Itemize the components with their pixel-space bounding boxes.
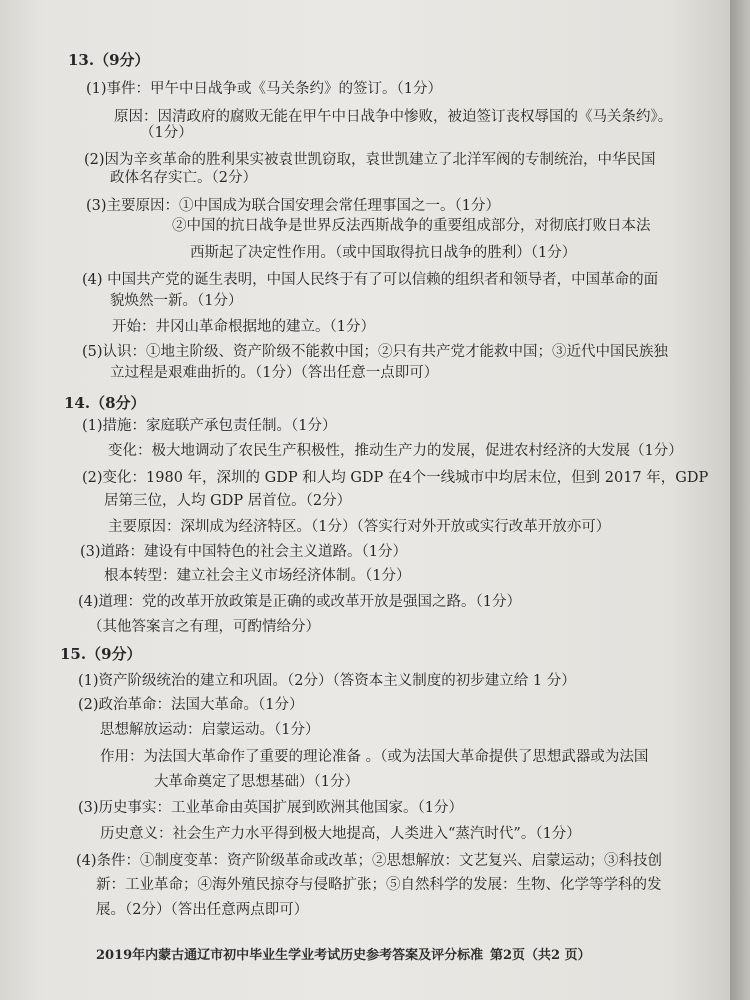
q13-line-9: (4) 中国共产党的诞生表明，中国人民终于有了可以信赖的组织者和领导者，中国革命的面 (82, 272, 659, 288)
q14-line-8: (4)道理：党的改革开放政策是正确的或改革开放是强国之路。（1分） (78, 594, 522, 610)
desk-edge (730, 0, 750, 1000)
footer-title: 2019年内蒙古通辽市初中毕业生学业考试历史参考答案及评分标准 (96, 948, 484, 963)
q15-header: 15.（9分） (60, 645, 142, 663)
q15-line-4: 作用：为法国大革命作了重要的理论准备 。（或为法国大革命提供了思想武器或为法国 (100, 749, 649, 765)
q13-line-13: 立过程是艰难曲折的。（1分）（答出任意一点即可） (110, 365, 439, 381)
q15-line-9: 新：工业革命；④海外殖民掠夺与侵略扩张；⑤自然科学的发展：生物、化学等学科的发 (96, 877, 662, 893)
q13-header: 13.（9分） (68, 51, 150, 69)
q13-line-4: (2)因为辛亥革命的胜利果实被袁世凯窃取，袁世凯建立了北洋军阀的专制统治，中华民国 (84, 152, 656, 168)
q13-line-11: 开始：井冈山革命根据地的建立。（1分） (112, 319, 375, 335)
q14-line-2: 变化：极大地调动了农民生产积极性，推动生产力的发展，促进农村经济的大发展（1分） (108, 443, 683, 459)
footer-page-number: 第2页（共2 页） (490, 948, 591, 963)
q14-line-9: （其他答案言之有理，可酌情给分） (88, 619, 320, 635)
q15-line-10: 展。（2分）（答出任意两点即可） (96, 902, 309, 918)
q13-line-2: 原因：因清政府的腐败无能在甲午中日战争中惨败，被迫签订丧权辱国的《马关条约》。 (114, 109, 673, 125)
q13-line-10: 貌焕然一新。（1分） (110, 293, 243, 309)
q15-line-3: 思想解放运动：启蒙运动。（1分） (100, 722, 320, 738)
q13-line-8: 西斯起了决定性作用。（或中国取得抗日战争的胜利）（1分） (190, 245, 577, 261)
q15-line-5: 大革命奠定了思想基础）（1分） (154, 774, 359, 790)
q14-line-5: 主要原因：深圳成为经济特区。（1分）（答实行对外开放或实行改革开放亦可） (108, 519, 611, 535)
q14-line-6: (3)道路：建设有中国特色的社会主义道路。（1分） (80, 544, 408, 560)
q14-line-7: 根本转型：建立社会主义市场经济体制。（1分） (104, 568, 411, 584)
q14-line-3: (2)变化：1980 年，深圳的 GDP 和人均 GDP 在4个一线城市中均居末位，但到 2017 年，GDP (82, 470, 709, 486)
q15-line-2: (2)政治革命：法国大革命。（1分） (78, 697, 304, 713)
q13-line-5: 政体名存实亡。（2分） (110, 170, 257, 186)
q13-line-12: (5)认识：①地主阶级、资产阶级不能救中国；②只有共产党才能救中国；③近代中国民族独 (82, 344, 669, 360)
q15-line-8: (4)条件：①制度变革：资产阶级革命或改革；②思想解放：文艺复兴、启蒙运动；③科技创 (76, 853, 663, 869)
q15-line-7: 历史意义：社会生产力水平得到极大地提高，人类进入“蒸汽时代”。（1分） (100, 826, 581, 842)
q14-line-1: (1)措施：家庭联产承包责任制。（1分） (82, 418, 337, 434)
q13-line-1: (1)事件：甲午中日战争或《马关条约》的签订。（1分） (86, 81, 443, 97)
q14-line-4: 居第三位，人均 GDP 居首位。（2分） (104, 493, 352, 509)
q13-line-6: (3)主要原因：①中国成为联合国安理会常任理事国之一。（1分） (86, 198, 501, 214)
q15-line-6: (3)历史事实：工业革命由英国扩展到欧洲其他国家。（1分） (78, 800, 464, 816)
q13-line-7: ②中国的抗日战争是世界反法西斯战争的重要组成部分，对彻底打败日本法 (172, 218, 651, 234)
q15-line-1: (1)资产阶级统治的建立和巩固。（2分）（答资本主义制度的初步建立给 1 分） (78, 673, 576, 689)
q13-line-3: （1分） (140, 125, 193, 141)
q14-header: 14.（8分） (64, 394, 146, 412)
